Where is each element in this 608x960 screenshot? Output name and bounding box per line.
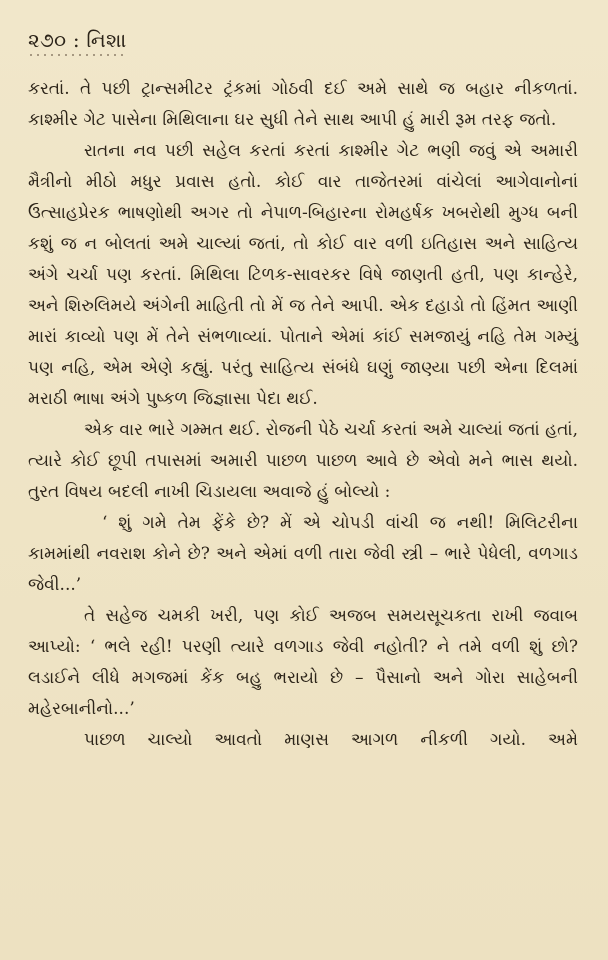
paragraph-1: કરતાં. તે પછી ટ્રાન્સમીટર ટ્રંકમાં ગોઠવી દઈ અમે સાથે જ બહાર નીકળતાં. કાશ્મીર ગેટ પાસેના મિથિલાના ઘર સુધી તેને સાથ આપી હું મારી રૂમ તરફ જતો. (28, 79, 578, 130)
page-body (28, 74, 578, 756)
paragraph-6: પાછળ ચાલ્યો આવતો માણસ આગળ નીકળી ગયો. અમે (84, 730, 578, 750)
page-header: ૨૭૦ : નિશા (28, 28, 127, 52)
paragraph-4: ‘ શું ગમે તેમ ફેંકે છે? મેં એ ચોપડી વાંચી જ નથી! મિલિટરીના કામમાંથી નવરાશ કોને છે? અને એમાં વળી તારા જેવી સ્ત્રી – ભારે પેધેલી, વળગાડ જેવી...’ (28, 513, 578, 595)
paragraph-3: એક વાર ભારે ગમ્મત થઈ. રોજની પેઠે ચર્ચા કરતાં અમે ચાલ્યાં જતાં હતાં, ત્યારે કોઈ છૂપી તપાસમાં અમારી પાછળ પાછળ આવે છે એવો મને ભાસ થયો. તુરત વિષય બદલી નાખી ચિડાયલા અવાજે હું બોલ્યો : (28, 420, 578, 502)
header-underline (28, 53, 126, 58)
paragraph-5: તે સહેજ ચમકી ખરી, પણ કોઈ અજબ સમયસૂચકતા રાખી જવાબ આપ્યો: ‘ ભલે રહી! પરણી ત્યારે વળગાડ જેવી નહોતી? ને તમે વળી શું છો? લડાઈને લીધે મગજમાં કેંક બહુ ભરાયો છે – પૈસાનો અને ગોરા સાહેબની મહેરબાનીનો...’ (28, 606, 578, 719)
paragraph-2: રાતના નવ પછી સહેલ કરતાં કરતાં કાશ્મીર ગેટ ભણી જવું એ અમારી મૈત્રીનો મીઠો મધુર પ્રવાસ હતો. કોઈ વાર તાજેતરમાં વાંચેલાં આગેવાનોનાં ઉત્સાહપ્રેરક ભાષણોથી અગર તો નેપાળ-બિહારના રોમહર્ષક ખબરોથી મુગ્ધ બની કશું જ ન બોલતાં અમે ચાલ્યાં જતાં, તો કોઈ વાર વળી ઇતિહાસ અને સાહિત્ય અંગે ચર્ચા પણ કરતાં. મિથિલા ટિળક-સાવરકર વિષે જાણતી હતી, પણ કાન્હેરે, અને શિરુલિમયે અંગેની માહિતી તો મેં જ તેને આપી. એક દહાડો તો હિંમત આણી મારાં કાવ્યો પણ મેં તેને સંભળાવ્યાં. પોતાને એમાં કાંઈ સમજાયું નહિ તેમ ગમ્યું પણ નહિ, એમ એણે કહ્યું. પરંતુ સાહિત્ય સંબંધે ઘણું જાણ્યા પછી એના દિલમાં મરાઠી ભાષા અંગે પુષ્કળ જિજ્ઞાસા પેદા થઈ. (28, 141, 578, 409)
